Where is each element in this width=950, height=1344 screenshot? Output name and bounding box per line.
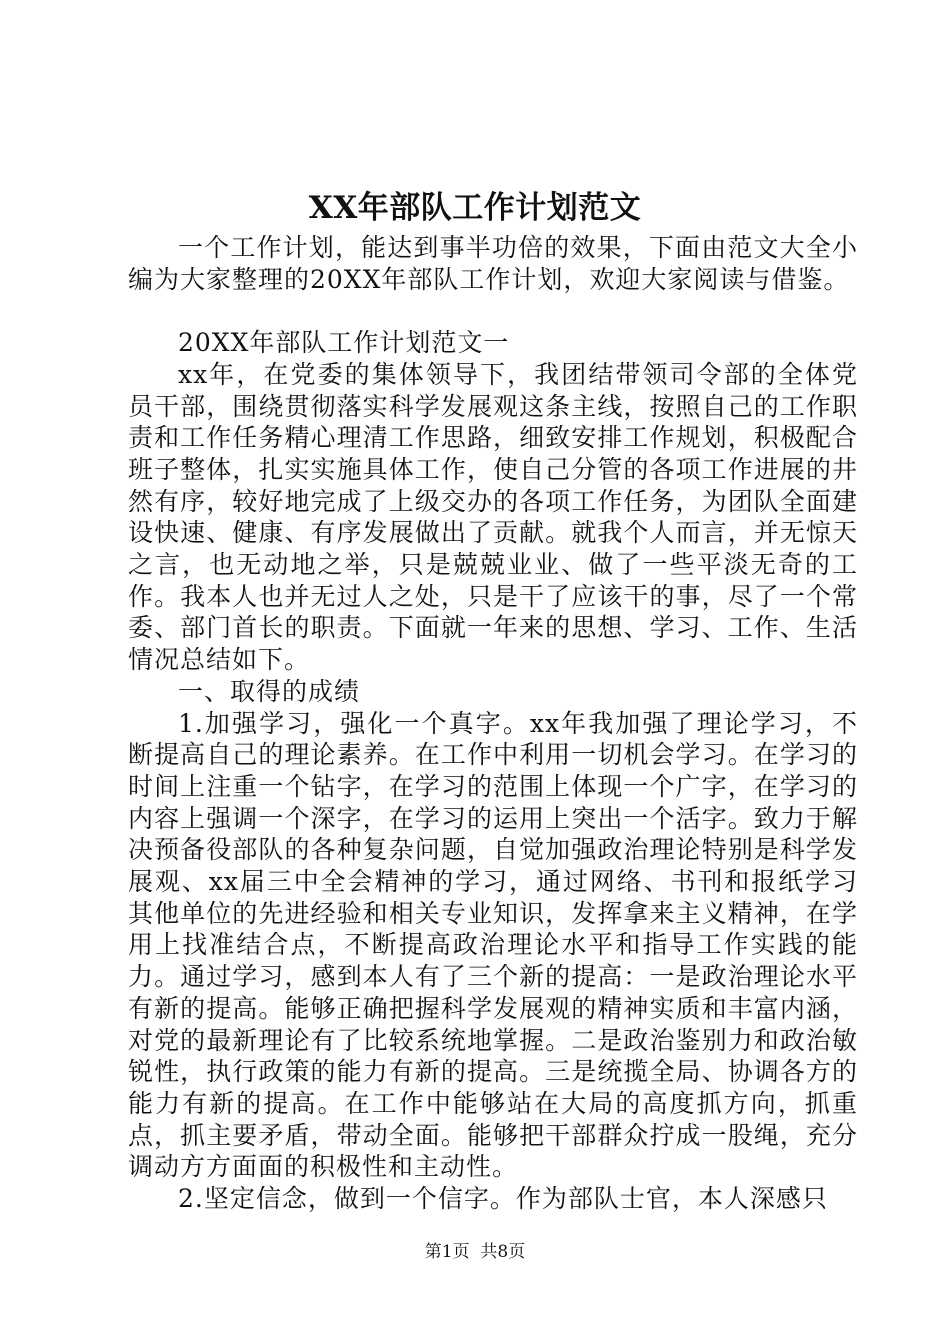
document-title: XX年部队工作计划范文	[308, 190, 642, 226]
document-body	[128, 232, 858, 1215]
body-paragraph: 2.坚定信念，做到一个信字。作为部队士官，本人深感只	[178, 1184, 828, 1214]
body-paragraph: xx年，在党委的集体领导下，我团结带领司令部的全体党员干部，围绕贯彻落实科学发展观这条主线，按照自己的工作职责和工作任务精心理清工作思路，细致安排工作规划，积极配合班子整体，扎实实施具体工作，使自己分管的各项工作进展的井然有序，较好地完成了上级交办的各项工作任务，为团队全面建设快速、健康、有序发展做出了贡献。就我个人而言，并无惊天之言，也无动地之举，只是兢兢业业、做了一些平淡无奇的工作。我本人也并无过人之处，只是干了应该干的事，尽了一个常委、部门首长的职责。下面就一年来的思想、学习、工作、生活情况总结如下。	[128, 359, 858, 675]
intro-paragraph: 一个工作计划，能达到事半功倍的效果，下面由范文大全小编为大家整理的20XX年部队工作计划，欢迎大家阅读与借鉴。	[128, 233, 858, 294]
page-number-footer: 第1页 共8页	[424, 1242, 526, 1262]
blank-line	[128, 295, 858, 327]
subheading: 一、取得的成绩	[178, 676, 361, 706]
section-heading: 20XX年部队工作计划范文一	[178, 328, 510, 358]
body-paragraph: 1.加强学习，强化一个真字。xx年我加强了理论学习，不断提高自己的理论素养。在工作中利用一切机会学习。在学习的时间上注重一个钻字，在学习的范围上体现一个广字，在学习的内容上强调一个深字，在学习的运用上突出一个活字。致力于解决预备役部队的各种复杂问题，自觉加强政治理论特别是科学发展观、xx届三中全会精神的学习，通过网络、书刊和报纸学习其他单位的先进经验和相关专业知识，发挥拿来主义精神，在学用上找准结合点，不断提高政治理论水平和指导工作实践的能力。通过学习，感到本人有了三个新的提高：一是政治理论水平有新的提高。能够正确把握科学发展观的精神实质和丰富内涵，对党的最新理论有了比较系统地掌握。二是政治鉴别力和政治敏锐性，执行政策的能力有新的提高。三是统揽全局、协调各方的能力有新的提高。在工作中能够站在大局的高度抓方向，抓重点，抓主要矛盾，带动全面。能够把干部群众拧成一股绳，充分调动方方面面的积极性和主动性。	[128, 708, 858, 1182]
